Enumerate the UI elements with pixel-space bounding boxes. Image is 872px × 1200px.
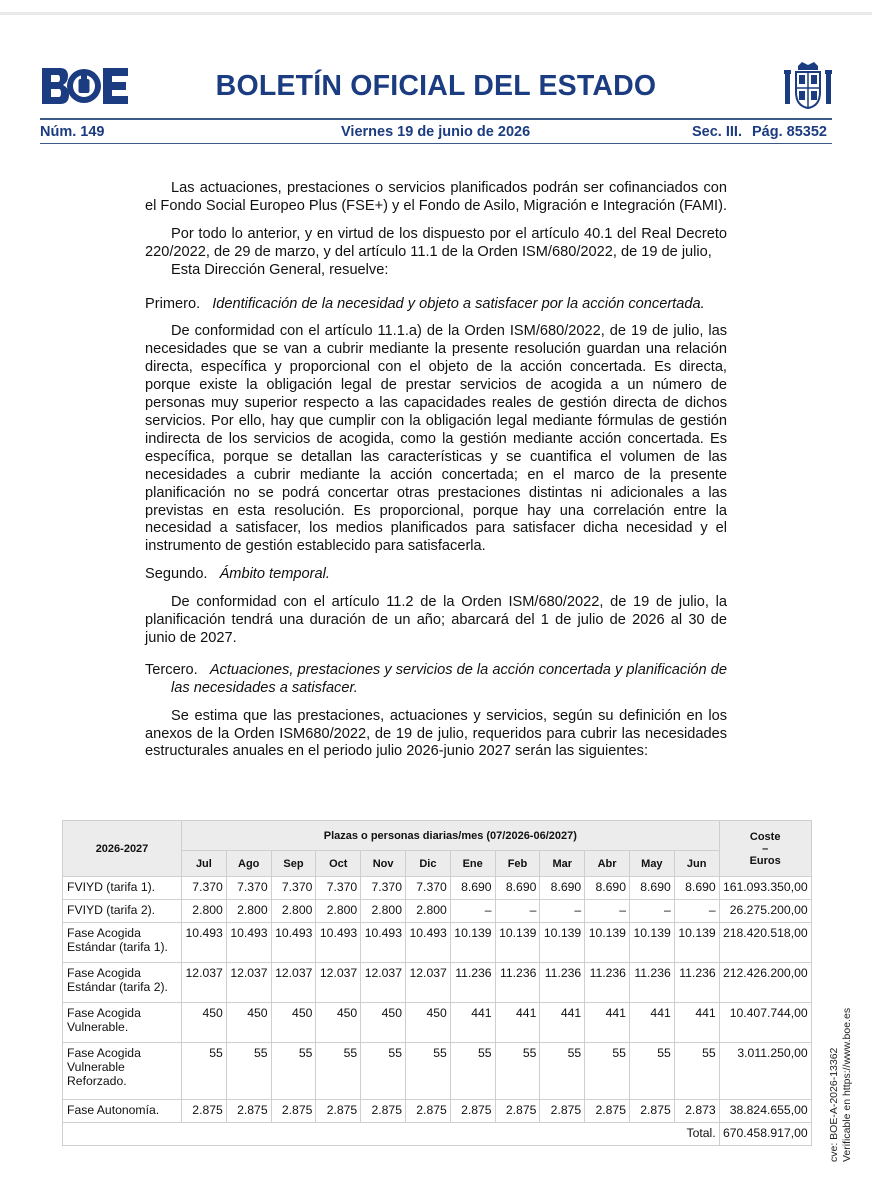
table-row <box>63 963 812 1003</box>
value-cell: 10.493 <box>316 923 361 963</box>
issue-date: Viernes 19 de junio de 2026 <box>341 124 531 140</box>
value-cell: 8.690 <box>585 877 630 900</box>
table-row <box>63 923 812 963</box>
total-value: 670.458.917,00 <box>719 1123 811 1146</box>
value-cell: 10.493 <box>226 923 271 963</box>
month-header: Ago <box>226 851 271 877</box>
value-cell: 7.370 <box>316 877 361 900</box>
value-cell: 10.139 <box>629 923 674 963</box>
total-label: Total. <box>63 1123 720 1146</box>
gazette-title: BOLETÍN OFICIAL DEL ESTADO <box>215 70 657 102</box>
value-cell: 12.037 <box>226 963 271 1003</box>
cost-cell: 218.420.518,00 <box>719 923 811 963</box>
cost-header-line: Coste <box>749 830 781 843</box>
value-cell: 55 <box>316 1043 361 1100</box>
paragraph: De conformidad con el artículo 11.2 de la Orden ISM/680/2022, de 19 de julio, la planificación tendrá una duración de un año; abarcará del 1 de julio de 2026 al 30 de junio de 2027. <box>145 594 727 646</box>
value-cell: 441 <box>540 1003 585 1043</box>
value-cell: 2.875 <box>271 1100 316 1123</box>
cost-cell: 212.426.200,00 <box>719 963 811 1003</box>
value-cell: – <box>540 900 585 923</box>
section-label: Primero. <box>145 295 201 312</box>
value-cell: 8.690 <box>495 877 540 900</box>
header-rule-bottom <box>40 143 832 144</box>
value-cell: 2.800 <box>405 900 450 923</box>
value-cell: 7.370 <box>182 877 227 900</box>
verify-url[interactable]: Verificable en https://www.boe.es <box>841 1007 853 1162</box>
boe-logo <box>40 66 130 106</box>
value-cell: 55 <box>226 1043 271 1100</box>
value-cell: 8.690 <box>674 877 719 900</box>
document-body <box>145 180 727 761</box>
cost-header-line: – <box>762 842 769 855</box>
month-header: Jun <box>674 851 719 877</box>
month-header: Dic <box>405 851 450 877</box>
concept-cell: Fase Autonomía. <box>63 1100 182 1123</box>
paragraph: Se estima que las prestaciones, actuaciones y servicios, según su definición en los anexos de la Orden ISM680/2022, de 19 de julio, requeridos para cubrir las necesidades estructurales anuales en el periodo julio 2026-junio 2027 serán las siguientes: <box>145 707 727 760</box>
coat-of-arms-icon <box>784 60 832 112</box>
value-cell: 55 <box>182 1043 227 1100</box>
value-cell: 10.493 <box>405 923 450 963</box>
top-scroll-bar <box>0 12 872 15</box>
value-cell: 10.139 <box>585 923 630 963</box>
month-header: May <box>629 851 674 877</box>
section-title: Identificación de la necesidad y objeto a satisfacer por la acción concertada. <box>212 295 705 312</box>
month-header: Abr <box>585 851 630 877</box>
value-cell: 10.493 <box>271 923 316 963</box>
value-cell: 12.037 <box>316 963 361 1003</box>
value-cell: 55 <box>450 1043 495 1100</box>
section-title: Actuaciones, prestaciones y servicios de la acción concertada y planificación de las necesidades a satisfacer. <box>171 661 727 696</box>
value-cell: 55 <box>585 1043 630 1100</box>
value-cell: 441 <box>629 1003 674 1043</box>
value-cell: 2.875 <box>495 1100 540 1123</box>
section-heading-segundo <box>145 566 727 584</box>
month-header: Oct <box>316 851 361 877</box>
page-number: Pág. 85352 <box>752 124 827 140</box>
cost-cell: 26.275.200,00 <box>719 900 811 923</box>
value-cell: 441 <box>495 1003 540 1043</box>
value-cell: 55 <box>361 1043 406 1100</box>
table-row <box>63 1100 812 1123</box>
value-cell: 450 <box>405 1003 450 1043</box>
concept-cell: FVIYD (tarifa 1). <box>63 877 182 900</box>
value-cell: 441 <box>674 1003 719 1043</box>
planning-table <box>62 820 812 1146</box>
value-cell: 2.800 <box>316 900 361 923</box>
value-cell: 2.875 <box>585 1100 630 1123</box>
value-cell: 441 <box>450 1003 495 1043</box>
issue-number: Núm. 149 <box>40 124 105 140</box>
value-cell: 2.800 <box>182 900 227 923</box>
value-cell: 450 <box>226 1003 271 1043</box>
value-cell: 55 <box>629 1043 674 1100</box>
value-cell: 55 <box>674 1043 719 1100</box>
concept-cell: FVIYD (tarifa 2). <box>63 900 182 923</box>
cost-header-line: Euros <box>749 854 781 867</box>
month-header: Feb <box>495 851 540 877</box>
cost-cell: 10.407.744,00 <box>719 1003 811 1043</box>
concept-cell: Fase Acogida Vulnerable. <box>63 1003 182 1043</box>
value-cell: – <box>674 900 719 923</box>
value-cell: 7.370 <box>271 877 316 900</box>
cost-header <box>719 821 811 877</box>
value-cell: 7.370 <box>226 877 271 900</box>
value-cell: 2.800 <box>361 900 406 923</box>
value-cell: – <box>450 900 495 923</box>
table-row <box>63 900 812 923</box>
section-heading-primero <box>145 296 727 314</box>
cost-cell: 38.824.655,00 <box>719 1100 811 1123</box>
value-cell: 11.236 <box>540 963 585 1003</box>
paragraph: Esta Dirección General, resuelve: <box>171 261 389 278</box>
paragraph: Por todo lo anterior, y en virtud de los dispuesto por el artículo 40.1 del Real Decreto 220/2022, de 29 de marzo, y del artículo 11.1 de la Orden ISM/680/2022, de 19 de julio, <box>145 225 727 260</box>
month-header: Ene <box>450 851 495 877</box>
paragraph: Las actuaciones, prestaciones o servicios planificados podrán ser cofinanciados con el Fondo Social Europeo Plus (FSE+) y el Fondo de Asilo, Migración e Integración (FAMI). <box>145 180 728 214</box>
header-rule-top <box>40 118 832 120</box>
month-header: Nov <box>361 851 406 877</box>
total-row <box>63 1123 812 1146</box>
period-header: 2026-2027 <box>63 821 182 877</box>
value-cell: 8.690 <box>540 877 585 900</box>
cost-cell: 161.093.350,00 <box>719 877 811 900</box>
value-cell: 2.875 <box>405 1100 450 1123</box>
section-heading-tercero <box>145 662 727 698</box>
value-cell: 2.875 <box>361 1100 406 1123</box>
concept-cell: Fase Acogida Vulnerable Reforzado. <box>63 1043 182 1100</box>
value-cell: 10.139 <box>495 923 540 963</box>
value-cell: 55 <box>540 1043 585 1100</box>
value-cell: 12.037 <box>182 963 227 1003</box>
value-cell: 10.493 <box>361 923 406 963</box>
value-cell: 11.236 <box>450 963 495 1003</box>
value-cell: 2.875 <box>226 1100 271 1123</box>
value-cell: 7.370 <box>405 877 450 900</box>
value-cell: 7.370 <box>361 877 406 900</box>
section-label: Sec. III. <box>692 124 742 140</box>
month-header: Sep <box>271 851 316 877</box>
section-label: Tercero. <box>145 661 198 678</box>
value-cell: 12.037 <box>405 963 450 1003</box>
value-cell: – <box>629 900 674 923</box>
verification-sidebar <box>828 1008 854 1162</box>
value-cell: 2.875 <box>629 1100 674 1123</box>
value-cell: 55 <box>405 1043 450 1100</box>
group-header: Plazas o personas diarias/mes (07/2026-06/2027) <box>182 821 720 851</box>
value-cell: 2.875 <box>316 1100 361 1123</box>
section-label: Segundo. <box>145 566 208 583</box>
concept-cell: Fase Acogida Estándar (tarifa 1). <box>63 923 182 963</box>
value-cell: 11.236 <box>495 963 540 1003</box>
table-row <box>63 1043 812 1100</box>
value-cell: 10.139 <box>540 923 585 963</box>
value-cell: 55 <box>271 1043 316 1100</box>
value-cell: 11.236 <box>629 963 674 1003</box>
value-cell: 11.236 <box>585 963 630 1003</box>
month-header: Mar <box>540 851 585 877</box>
section-title: Ámbito temporal. <box>219 566 330 583</box>
value-cell: 10.139 <box>674 923 719 963</box>
value-cell: 441 <box>585 1003 630 1043</box>
value-cell: 2.800 <box>271 900 316 923</box>
value-cell: 2.873 <box>674 1100 719 1123</box>
value-cell: 450 <box>316 1003 361 1043</box>
value-cell: 2.875 <box>450 1100 495 1123</box>
cve-code: cve: BOE-A-2026-13362 <box>828 1047 840 1162</box>
month-header: Jul <box>182 851 227 877</box>
value-cell: 8.690 <box>450 877 495 900</box>
value-cell: 450 <box>271 1003 316 1043</box>
value-cell: – <box>495 900 540 923</box>
value-cell: 12.037 <box>361 963 406 1003</box>
concept-cell: Fase Acogida Estándar (tarifa 2). <box>63 963 182 1003</box>
table-row <box>63 877 812 900</box>
paragraph: De conformidad con el artículo 11.1.a) de la Orden ISM/680/2022, de 19 de julio, las necesidades que se van a cubrir mediante la presente resolución guardan una relación directa, específica y proporcional con el objeto de la acción concertada. Es directa, porque existe la obligación legal de prestar servicios de acogida a un número de personas muy superior respecto a las capacidades reales de gestión directa de dichos servicios. Por ello, hay que cumplir con la obligación legal mediante fórmulas de gestión indirecta de los servicios de acogida, como la gestión mediante acción concertada. Es específica, porque se detallan las características y se cuantifica el volumen de las necesidades a cubrir mediante la acción concertada; en el marco de la presente planificación no se podrá concertar otras prestaciones distintas ni adicionales a las previstas en esta resolución. Es proporcional, porque hay una correlación entre la necesidad a satisfacer, los medios planificados para satisfacer dicha necesidad y el instrumento de gestión establecido para satisfacerla. <box>145 323 727 555</box>
value-cell: 8.690 <box>629 877 674 900</box>
value-cell: 2.875 <box>182 1100 227 1123</box>
value-cell: 11.236 <box>674 963 719 1003</box>
value-cell: – <box>585 900 630 923</box>
value-cell: 55 <box>495 1043 540 1100</box>
value-cell: 10.139 <box>450 923 495 963</box>
value-cell: 10.493 <box>182 923 227 963</box>
value-cell: 2.800 <box>226 900 271 923</box>
table-row <box>63 1003 812 1043</box>
value-cell: 450 <box>182 1003 227 1043</box>
value-cell: 12.037 <box>271 963 316 1003</box>
value-cell: 2.875 <box>540 1100 585 1123</box>
cost-cell: 3.011.250,00 <box>719 1043 811 1100</box>
value-cell: 450 <box>361 1003 406 1043</box>
